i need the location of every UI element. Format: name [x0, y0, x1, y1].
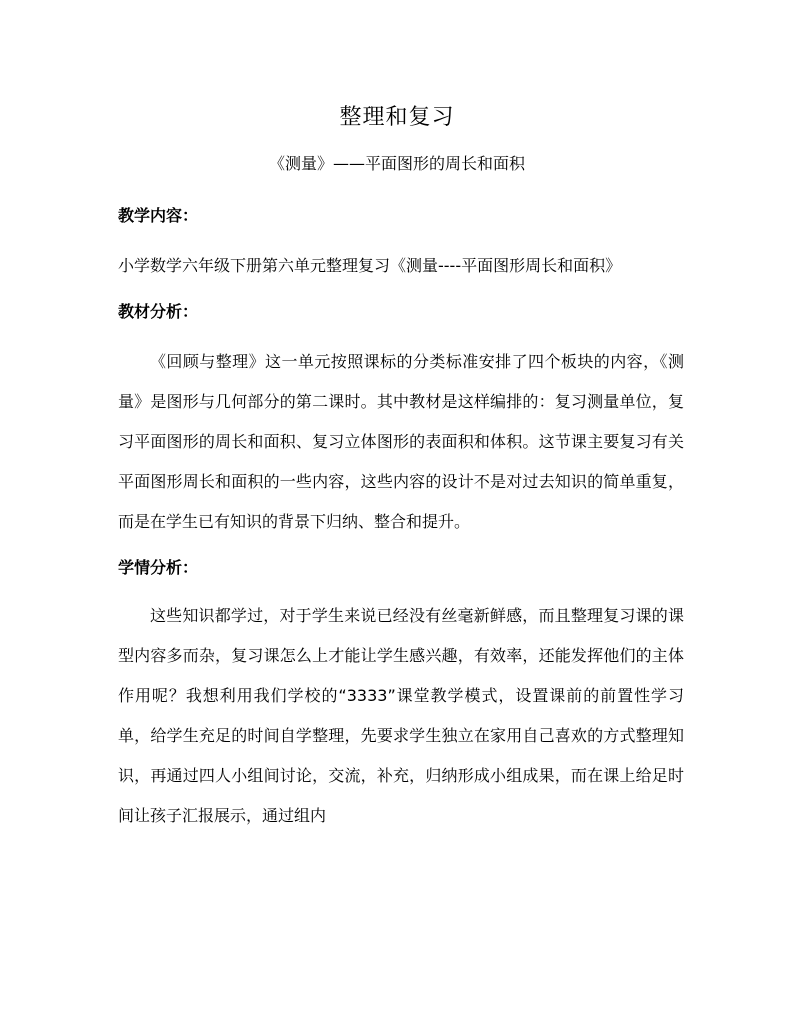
- section-heading-content: 教学内容：: [118, 206, 199, 225]
- section-heading-student: 学情分析：: [118, 558, 199, 577]
- document-subtitle: 《测量》——平面图形的周长和面积: [268, 154, 525, 173]
- document-title: 整理和复习: [339, 105, 455, 130]
- document-body: [118, 196, 684, 836]
- section-text-content: 小学数学六年级下册第六单元整理复习《测量----平面图形周长和面积》: [118, 256, 622, 275]
- section-text-material: 《回顾与整理》这一单元按照课标的分类标准安排了四个板块的内容，《测量》是图形与几何部分的第二课时。其中教材是这样编排的：复习测量单位，复习平面图形的周长和面积、复习立体图形的表面积和体积。这节课主要复习有关平面图形周长和面积的一些内容，这些内容的设计不是对过去知识的简单重复，而是在学生已有知识的背景下归纳、整合和提升。: [118, 352, 684, 531]
- section-heading-material: 教材分析：: [118, 302, 199, 321]
- section-text-student: 这些知识都学过，对于学生来说已经没有丝毫新鲜感，而且整理复习课的课型内容多而杂，复习课怎么上才能让学生感兴趣，有效率，还能发挥他们的主体作用呢？我想利用我们学校的“3333”课堂教学模式，设置课前的前置性学习单，给学生充足的时间自学整理，先要求学生独立在家用自己喜欢的方式整理知识，再通过四人小组间讨论，交流，补充，归纳形成小组成果，而在课上给足时间让孩子汇报展示，通过组内: [118, 606, 684, 825]
